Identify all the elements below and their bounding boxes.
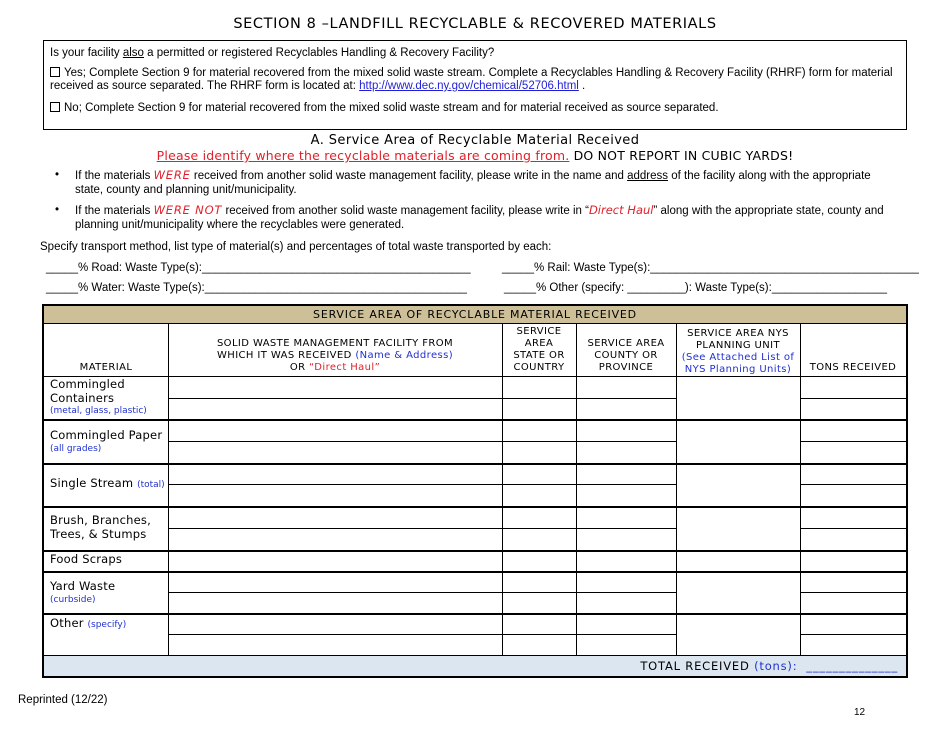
service-area-table bbox=[42, 304, 908, 678]
reprinted-note: Reprinted (12/22) bbox=[18, 694, 108, 706]
total-received-row: TOTAL RECEIVED (tons): ______________ bbox=[44, 656, 906, 676]
no-checkbox[interactable] bbox=[50, 102, 60, 112]
transport-intro: Specify transport method, list type of material(s) and percentages of total waste transported by each: bbox=[40, 241, 552, 253]
facility-question: Is your facility also a permitted or registered Recyclables Handling & Recovery Facility? bbox=[50, 47, 495, 59]
material-brush-branches: Brush, Branches, Trees, & Stumps bbox=[50, 513, 151, 541]
header-state: SERVICE AREA STATE OR COUNTRY bbox=[513, 326, 565, 373]
page-title: SECTION 8 –LANDFILL RECYCLABLE & RECOVERED MATERIALS bbox=[233, 16, 717, 32]
facility-question-box bbox=[43, 40, 907, 130]
road-field[interactable]: _____% Road: Waste Type(s):__________________________________________ bbox=[46, 262, 471, 274]
red-instruction: Please identify where the recyclable materials are coming from. bbox=[156, 148, 570, 163]
rhrf-form-link[interactable]: http://www.dec.ny.gov/chemical/52706.html bbox=[359, 80, 579, 92]
water-field[interactable]: _____% Water: Waste Type(s):_________________________________________ bbox=[46, 282, 467, 294]
header-material: MATERIAL bbox=[79, 362, 133, 373]
material-food-scraps: Food Scraps bbox=[50, 552, 123, 566]
page-number: 12 bbox=[854, 707, 866, 718]
material-commingled-paper: Commingled Paper (all grades) bbox=[50, 428, 163, 454]
material-commingled-containers: Commingled Containers (metal, glass, plastic) bbox=[50, 377, 147, 416]
header-facility: SOLID WASTE MANAGEMENT FACILITY FROM WHICH IT WAS RECEIVED (Name & Address) OR “Direct Haul” bbox=[216, 338, 454, 373]
rail-field[interactable]: _____% Rail: Waste Type(s):__________________________________________ bbox=[502, 262, 919, 274]
header-tons: TONS RECEIVED bbox=[809, 362, 897, 373]
no-option: No; Complete Section 9 for material recovered from the mixed solid waste stream and for material received as source separated. bbox=[50, 102, 898, 116]
yes-checkbox[interactable] bbox=[50, 67, 60, 77]
yes-option: Yes; Complete Section 9 for material recovered from the mixed solid waste stream. Complete a Recyclables Handling & Recovery Facility (RHRF) form for material received as source separated. The RHRF form is located at: http://www.dec.ny.gov/chemical/52706.html . bbox=[50, 66, 893, 92]
material-single-stream: Single Stream (total) bbox=[50, 476, 165, 490]
total-received-field[interactable]: ______________ bbox=[806, 659, 898, 673]
table-banner: SERVICE AREA OF RECYCLABLE MATERIAL RECEIVED bbox=[44, 306, 906, 324]
section-a-heading: A. Service Area of Recyclable Material Received Please identify where the recyclable materials are coming from. DO NOT REPORT IN CUBIC YARDS! bbox=[156, 133, 794, 163]
header-nys-planning-unit: SERVICE AREA NYS PLANNING UNIT (See Attached List of NYS Planning Units) bbox=[681, 328, 795, 375]
material-yard-waste: Yard Waste (curbside) bbox=[50, 579, 116, 605]
other-field[interactable]: _____% Other (specify: _________): Waste Type(s):__________________ bbox=[504, 282, 887, 294]
header-county: SERVICE AREA COUNTY OR PROVINCE bbox=[587, 338, 665, 373]
material-other: Other (specify) bbox=[50, 616, 127, 630]
